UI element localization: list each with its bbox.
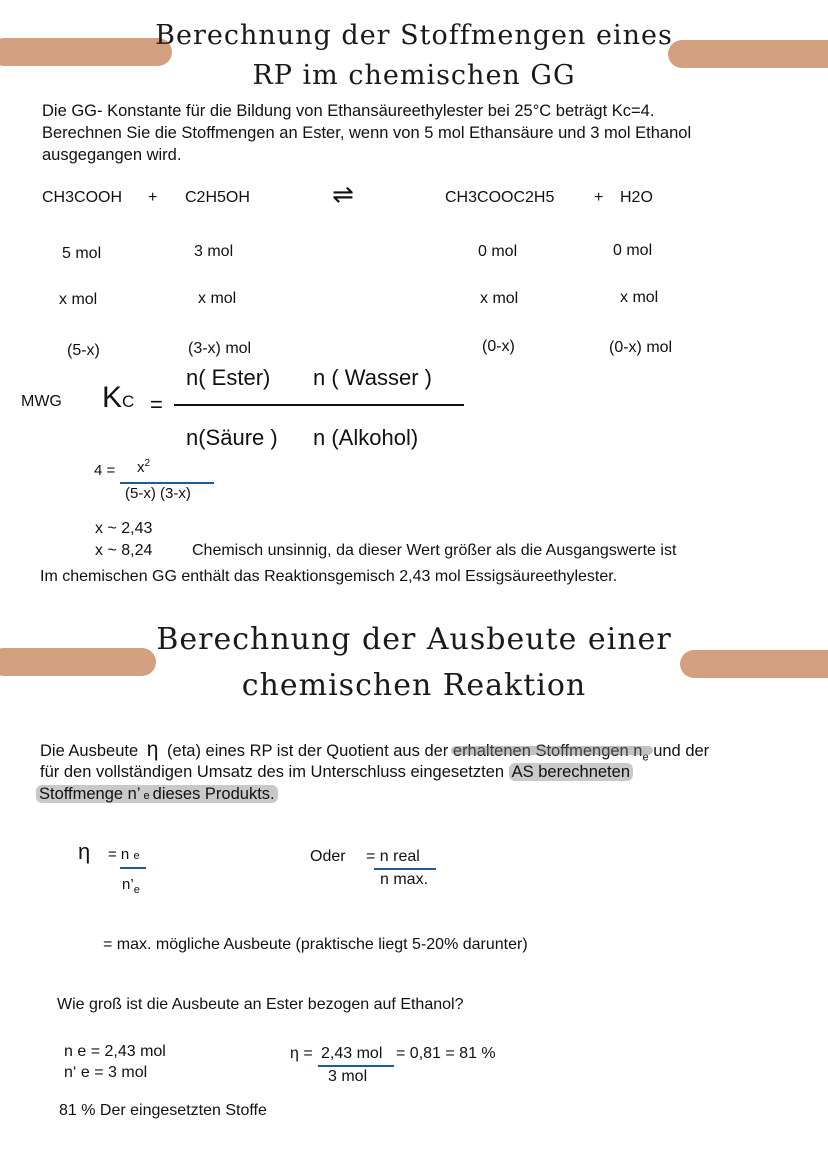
- definition-line-2: [40, 761, 633, 783]
- section2-title-line2: chemischen Reaktion: [241, 668, 587, 703]
- def-text-c: erhaltenen Stoffmengen n: [452, 742, 643, 760]
- kc-equals: =: [150, 392, 163, 417]
- def3-highlight: [36, 785, 278, 803]
- formula-num-sub: e: [133, 850, 140, 862]
- kc-c: C: [122, 392, 135, 411]
- row2-col1: x mol: [59, 291, 98, 308]
- def-strike-phrase: [452, 742, 649, 764]
- mwg-fraction-line: [174, 404, 464, 406]
- formula-num-text: = n: [108, 846, 130, 863]
- result-value: = 0,81 = 81 %: [396, 1045, 496, 1062]
- formula-denominator: [122, 876, 140, 896]
- result-numerator: 2,43 mol: [321, 1045, 383, 1062]
- kc-k: K: [102, 381, 123, 414]
- mwg-label: MWG: [21, 393, 62, 410]
- def-text-a: Die Ausbeute: [40, 742, 139, 760]
- solution-1: x ~ 2,43: [95, 520, 153, 537]
- calc-denominator: (5-x) (3-x): [125, 485, 191, 502]
- formula-oder: Oder: [310, 848, 346, 865]
- final-statement: 81 % Der eingesetzten Stoffe: [59, 1102, 267, 1119]
- eta-symbol: η: [146, 738, 159, 761]
- equilibrium-arrow-icon: ⇌: [332, 180, 354, 210]
- product-water: H2O: [620, 189, 653, 206]
- formula-den-text: n’: [122, 876, 134, 893]
- section2-title-line1: Berechnung der Ausbeute einer: [156, 622, 672, 657]
- calc-numerator: [137, 458, 150, 476]
- formula-alt-numerator: = n real: [366, 848, 420, 865]
- row1-col2: 3 mol: [194, 243, 234, 260]
- def3-text-a: Stoffmenge n’: [39, 785, 141, 803]
- plus-sign-1: +: [148, 189, 158, 206]
- solution-2: x ~ 8,24: [95, 542, 153, 559]
- row1-col4: 0 mol: [613, 242, 653, 259]
- given-ne: n e = 2,43 mol: [64, 1043, 166, 1060]
- def-text-b: (eta) eines RP ist der Quotient aus der: [167, 742, 449, 760]
- yield-note: = max. mögliche Ausbeute (praktische liegt 5-20% darunter): [103, 936, 528, 953]
- row1-col3: 0 mol: [478, 243, 518, 260]
- formula-alt-denominator: n max.: [380, 871, 429, 888]
- row2-col3: x mol: [480, 290, 519, 307]
- calc-x: x: [137, 459, 145, 476]
- reactant-ethanol: C2H5OH: [185, 189, 250, 206]
- product-ester: CH3COOC2H5: [445, 189, 555, 206]
- reactant-acetic-acid: CH3COOH: [42, 189, 123, 206]
- row2-col2: x mol: [198, 290, 237, 307]
- row3-col1: (5-x): [67, 342, 100, 359]
- intro-line-2: Berechnen Sie die Stoffmengen an Ester, wenn von 5 mol Ethansäure und 3 mol Ethanol: [42, 124, 692, 142]
- def-text-c-sub: e: [642, 751, 649, 764]
- formula-den-sub: e: [133, 884, 140, 896]
- conclusion: Im chemischen GG enthält das Reaktionsgemisch 2,43 mol Essigsäureethylester.: [40, 568, 618, 585]
- mwg-numerator-ester: n( Ester): [186, 365, 271, 390]
- formula-alt-fraction-line: [374, 868, 436, 870]
- row2-col4: x mol: [620, 289, 659, 306]
- yield-question: Wie groß ist die Ausbeute an Ester bezogen auf Ethanol?: [57, 996, 464, 1013]
- plus-sign-2: +: [594, 189, 604, 206]
- section1-title-line2: RP im chemischen GG: [252, 60, 576, 91]
- row3-col4: (0-x) mol: [609, 339, 673, 356]
- def-text-d: und der: [653, 742, 710, 760]
- solution-2-comment: Chemisch unsinnig, da dieser Wert größer als die Ausgangswerte ist: [192, 542, 677, 559]
- def2-highlight: AS berechneten: [509, 763, 633, 781]
- intro-line-1: Die GG- Konstante für die Bildung von Ethansäureethylester bei 25°C beträgt Kc=4.: [42, 102, 655, 120]
- mwg-numerator-water: n ( Wasser ): [313, 365, 432, 390]
- calc-lhs: 4 =: [94, 462, 116, 479]
- def3-sub: e: [143, 790, 150, 802]
- formula-eta: η: [78, 839, 91, 864]
- calc-fraction-line: [120, 482, 214, 484]
- row3-col3: (0-x): [482, 338, 515, 355]
- def3-text-b: dieses Produkts.: [152, 785, 275, 803]
- def2-text-a: für den vollständigen Umsatz des im Unterschluss eingesetzten: [40, 763, 505, 781]
- result-fraction-line: [318, 1065, 394, 1067]
- formula-fraction-line: [120, 867, 146, 869]
- definition-line-3: [36, 783, 278, 807]
- result-denominator: 3 mol: [328, 1068, 368, 1085]
- mwg-denominator-acid: n(Säure ): [186, 425, 278, 450]
- mwg-denominator-alcohol: n (Alkohol): [313, 425, 419, 450]
- kc-symbol: [102, 381, 134, 415]
- given-n-prime-e: n‘ e = 3 mol: [64, 1064, 148, 1081]
- intro-line-3: ausgegangen wird.: [42, 146, 182, 164]
- formula-numerator: [108, 846, 140, 863]
- row1-col1: 5 mol: [62, 245, 102, 262]
- result-eta: η =: [290, 1045, 313, 1062]
- section1-title-line1: Berechnung der Stoffmengen eines: [155, 20, 673, 51]
- calc-exponent: 2: [144, 458, 151, 469]
- row3-col2: (3-x) mol: [188, 340, 252, 357]
